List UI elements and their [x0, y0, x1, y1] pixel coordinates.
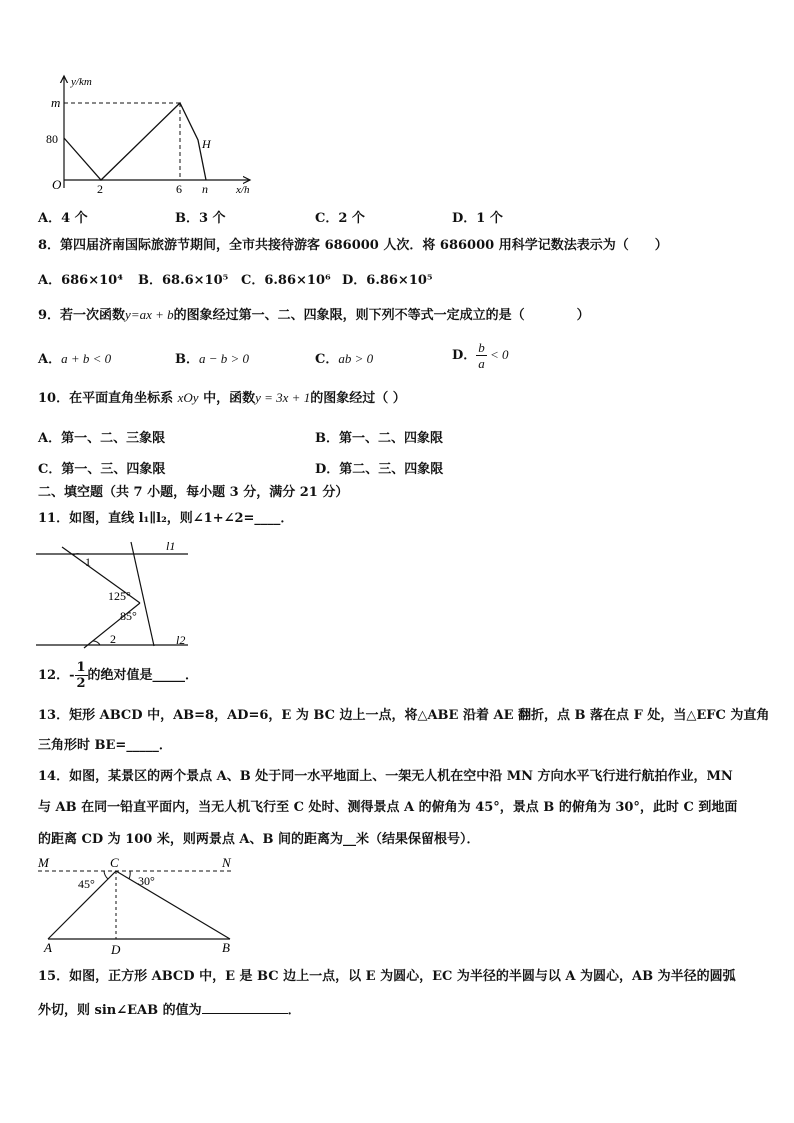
- q15-answer-blank[interactable]: [202, 999, 288, 1014]
- label-b: B: [222, 940, 230, 955]
- section-2-title: 二、填空题（共 7 小题，每小题 3 分，满分 21 分）: [38, 485, 349, 500]
- q8-stem: 8．第四届济南国际旅游节期间，全市共接待游客 686000 人次．将 686000 用科学记数法表示为（ ）: [38, 238, 668, 253]
- q10-option-d[interactable]: D．第二、三、四象限: [315, 462, 444, 477]
- angle-30-arc: [129, 871, 130, 879]
- q12-stem: [38, 660, 198, 691]
- q9-option-c[interactable]: [315, 348, 373, 367]
- transversal-middle: [131, 542, 154, 646]
- angle-2-arc: [93, 641, 100, 645]
- q12-prefix: 12．: [38, 668, 70, 683]
- label-a: A: [44, 940, 52, 955]
- q14-line-1: 14．如图，某景区的两个景点 A、B 处于同一水平地面上、一架无人机在空中沿 MN 方向水平飞行进行航拍作业，MN: [38, 769, 733, 784]
- q9-option-b[interactable]: [175, 348, 249, 367]
- y-axis-label: y/km: [71, 76, 92, 88]
- label-angle-1: 1: [85, 555, 91, 569]
- distance-time-graph: [40, 72, 260, 197]
- q9-option-d-rest: < 0: [486, 347, 509, 362]
- q8-option-c[interactable]: C．6.86×10⁶: [241, 273, 331, 288]
- q14-figure: [34, 855, 244, 955]
- q7-option-c[interactable]: C．2 个: [315, 211, 365, 226]
- q9-stem: [38, 306, 590, 325]
- q10-suffix: 的图象经过（ ）: [310, 391, 406, 406]
- q15-line-2: [38, 999, 301, 1020]
- label-angle-30: 30°: [138, 874, 155, 888]
- q15-line-2-suffix: ．: [287, 1003, 301, 1018]
- q7-option-a[interactable]: A．4 个: [38, 211, 88, 226]
- q12-sign: -: [69, 668, 75, 683]
- label-angle-125: 125°: [108, 589, 131, 603]
- q8-option-b[interactable]: B．68.6×10⁵: [138, 273, 229, 288]
- q9-option-b-label: B．: [175, 352, 199, 367]
- q8-option-d[interactable]: D．6.86×10⁵: [342, 273, 433, 288]
- q9-option-d[interactable]: [452, 340, 509, 371]
- label-l1: l1: [166, 539, 176, 553]
- q9-option-d-numerator: b: [478, 340, 485, 355]
- q12-fraction: [75, 660, 88, 691]
- q12-denominator: 2: [76, 676, 86, 691]
- q10-system: xOy: [177, 390, 199, 405]
- q9-option-a[interactable]: [38, 348, 111, 367]
- q12-suffix: 的绝对值是_____．: [87, 668, 199, 683]
- q13-line-1: 13．矩形 ABCD 中，AB=8，AD=6，E 为 BC 边上一点，将△ABE 沿着 AE 翻折，点 B 落在点 F 处，当△EFC 为直角: [38, 708, 770, 723]
- q10-stem: [38, 389, 406, 408]
- x-tick-n: n: [202, 182, 208, 196]
- label-d: D: [111, 942, 121, 955]
- segment-cb: [116, 871, 230, 939]
- label-angle-45: 45°: [78, 877, 95, 891]
- x-axis-label: x/h: [236, 184, 250, 196]
- q9-option-a-label: A．: [38, 352, 62, 367]
- q9-prefix: 9．若一次函数: [38, 308, 126, 323]
- distance-polyline: [64, 103, 206, 180]
- q9-option-d-denominator: a: [478, 356, 485, 371]
- q8-option-a[interactable]: A．686×10⁴: [38, 273, 123, 288]
- q15-line-1: 15．如图，正方形 ABCD 中，E 是 BC 边上一点，以 E 为圆心，EC 为半径的半圆与以 A 为圆心，AB 为半径的圆弧: [38, 969, 736, 984]
- y-tick-80: 80: [46, 132, 58, 146]
- label-c: C: [110, 855, 119, 870]
- q9-option-b-expr: a − b > 0: [199, 351, 250, 366]
- origin-label: O: [52, 177, 62, 192]
- q9-option-a-expr: a + b < 0: [61, 351, 112, 366]
- q10-middle: 中，函数: [203, 391, 256, 406]
- q14-line-3: 的距离 CD 为 100 米，则两景点 A、B 间的距离为__米（结果保留根号）．: [38, 832, 480, 847]
- q11-stem: 11．如图，直线 l₁∥l₂，则∠1+∠2=____．: [38, 511, 294, 526]
- q9-suffix: 的图象经过第一、二、四象限，则下列不等式一定成立的是（ ）: [173, 308, 590, 323]
- y-tick-m: m: [51, 95, 61, 110]
- q12-numerator: 1: [76, 660, 86, 675]
- point-h-label: H: [202, 137, 211, 151]
- q13-line-2: 三角形时 BE=_____．: [38, 738, 172, 753]
- label-m: M: [38, 855, 49, 870]
- q11-figure: [36, 538, 196, 650]
- q9-option-c-label: C．: [315, 352, 339, 367]
- q9-option-d-label: D．: [452, 348, 477, 363]
- angle-45-arc: [104, 871, 108, 879]
- q10-function: y = 3x + 1: [255, 390, 311, 405]
- label-angle-2: 2: [110, 632, 116, 646]
- q7-option-b[interactable]: B．3 个: [175, 211, 226, 226]
- q15-line-2-prefix: 外切，则 sin∠EAB 的值为: [38, 1003, 202, 1018]
- q10-option-c[interactable]: C．第一、三、四象限: [38, 462, 166, 477]
- q10-prefix: 10．在平面直角坐标系: [38, 391, 174, 406]
- q10-option-a[interactable]: A．第一、二、三象限: [38, 431, 166, 446]
- q9-option-d-fraction: [476, 340, 487, 371]
- q14-line-2: 与 AB 在同一铅直平面内，当无人机飞行至 C 处时、测得景点 A 的俯角为 45°，景点 B 的俯角为 30°，此时 C 到地面: [38, 800, 738, 815]
- q7-option-d[interactable]: D．1 个: [452, 211, 503, 226]
- label-n: N: [222, 855, 231, 870]
- x-tick-2: 2: [97, 182, 103, 196]
- q9-option-c-expr: ab > 0: [338, 351, 374, 366]
- x-tick-6: 6: [176, 182, 182, 196]
- label-l2: l2: [176, 633, 186, 647]
- q10-option-b[interactable]: B．第一、二、四象限: [315, 431, 443, 446]
- q9-function: y=ax + b: [125, 307, 174, 322]
- label-angle-85: 85°: [120, 609, 137, 623]
